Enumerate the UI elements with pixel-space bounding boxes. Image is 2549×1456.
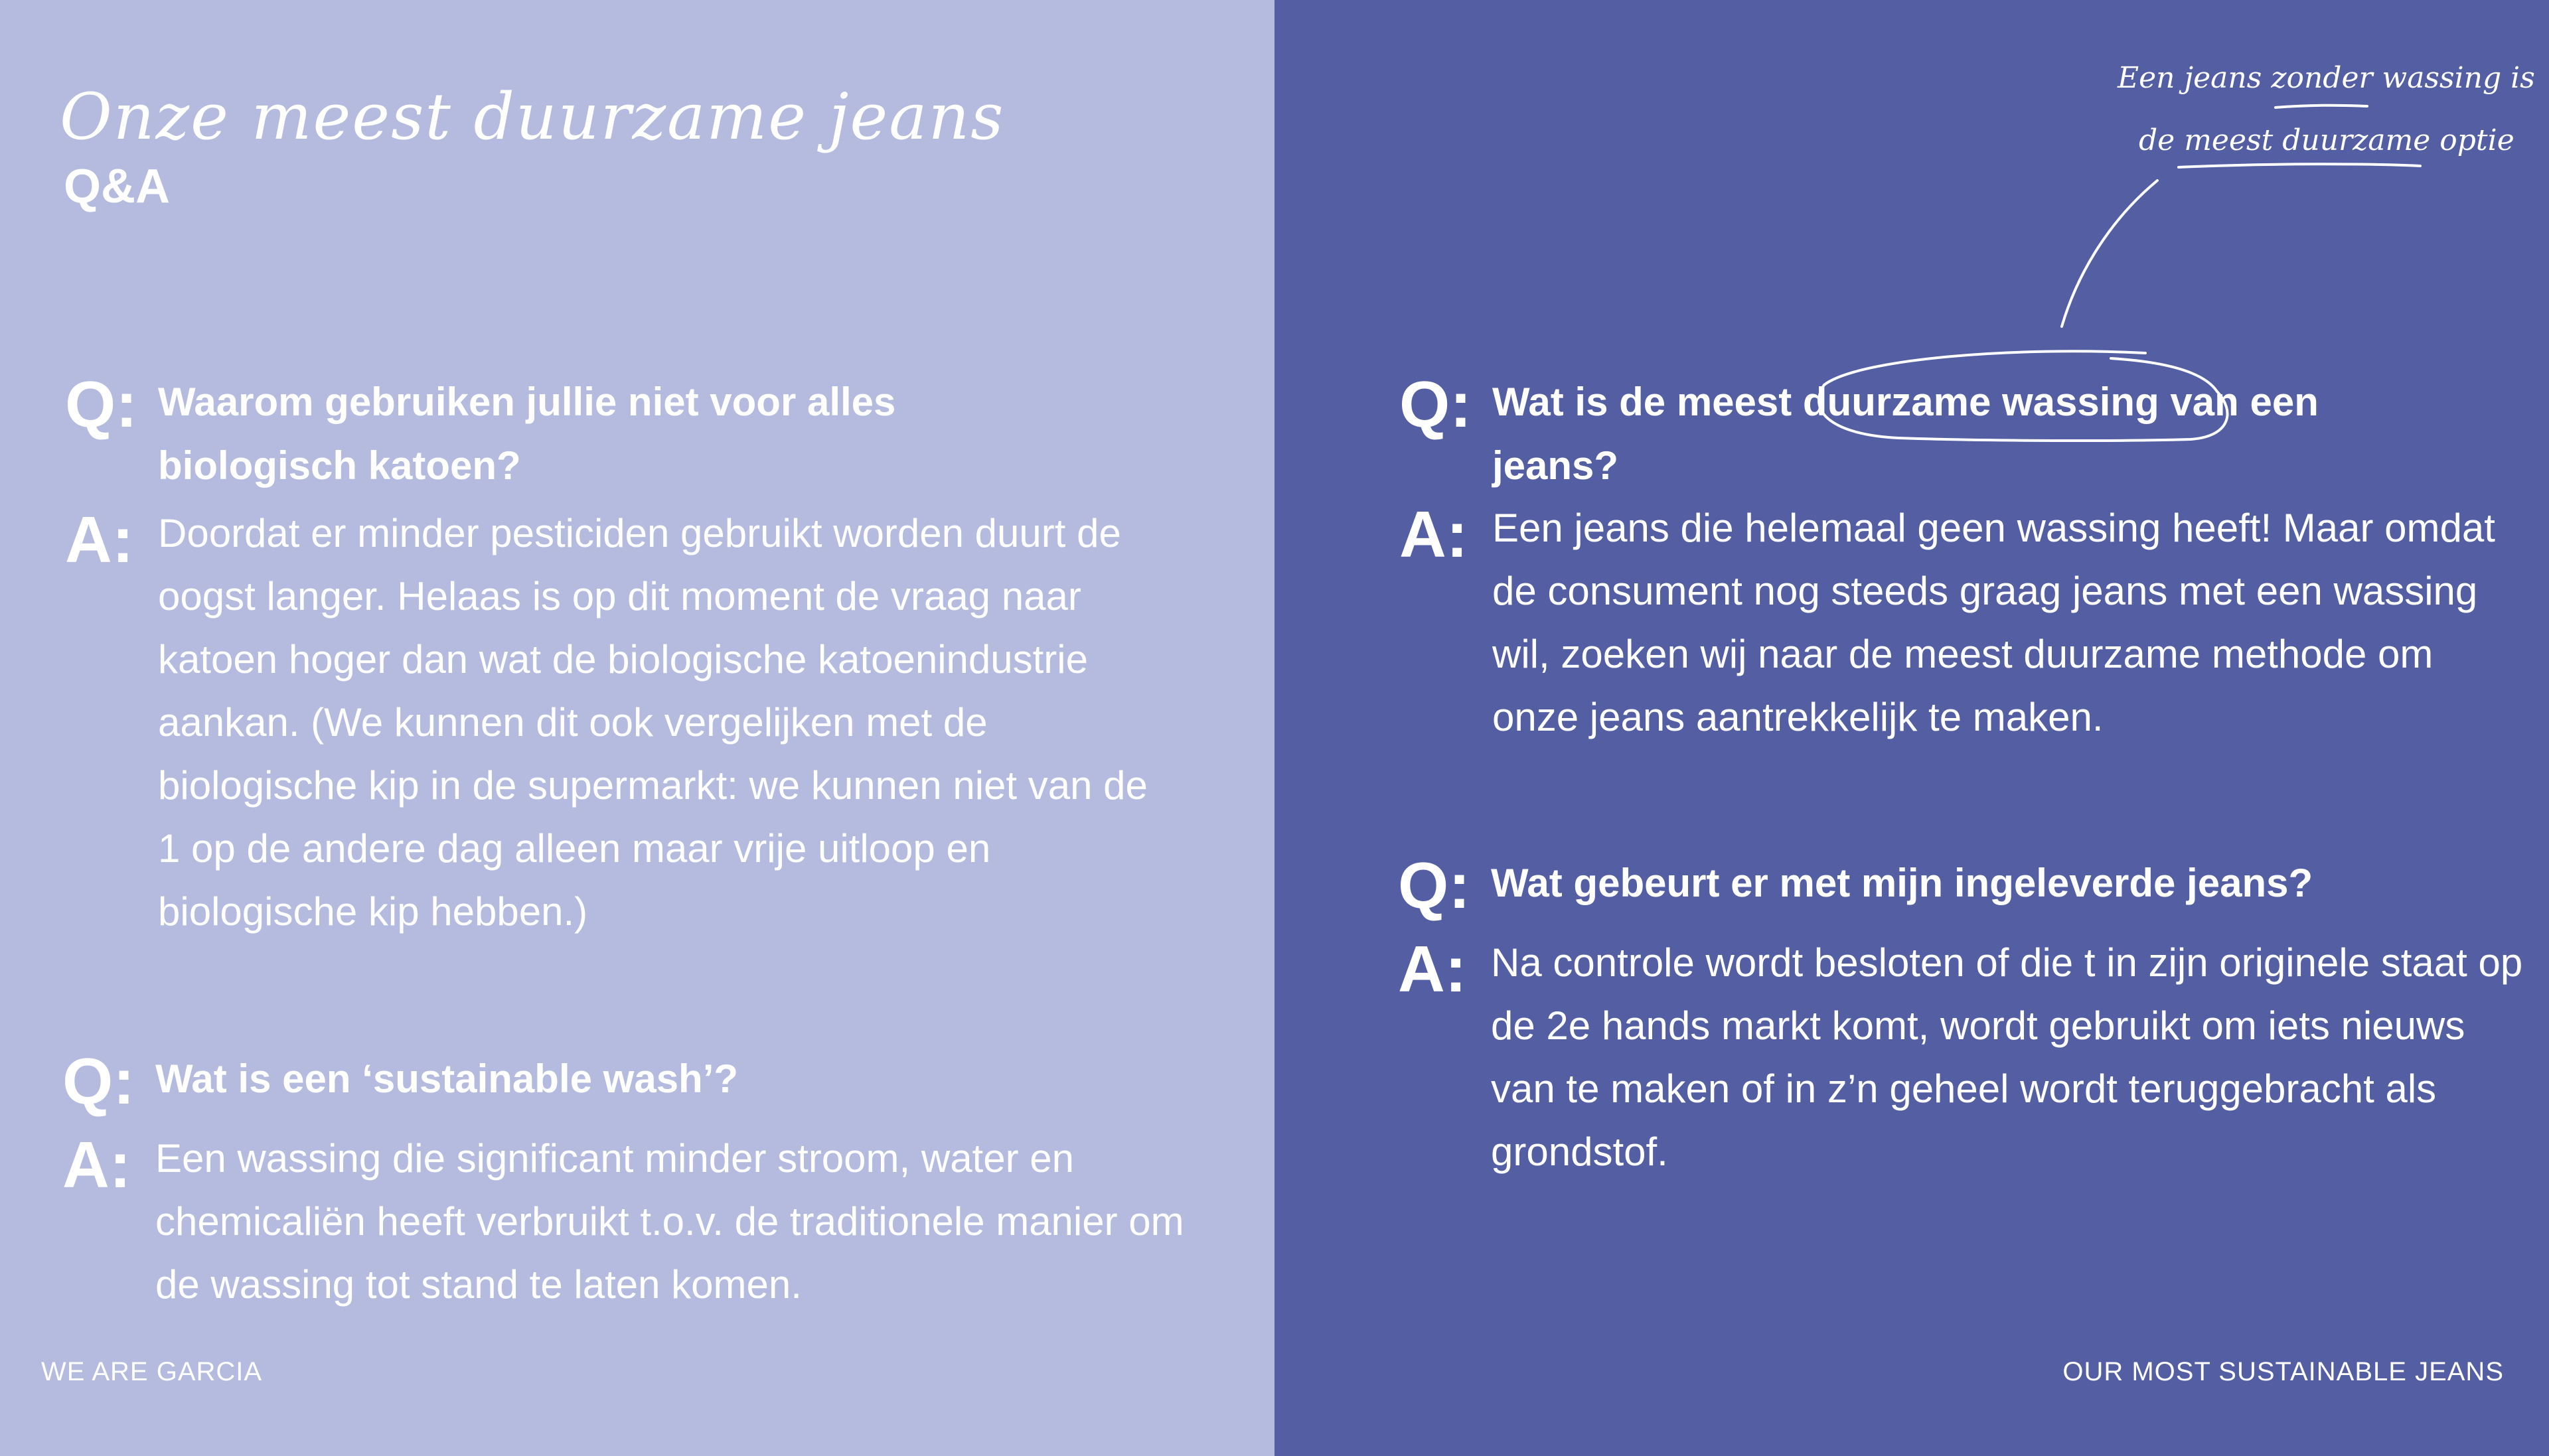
qa-block-sustainable-wash (62, 1045, 1204, 1316)
footer-brand: WE ARE GARCIA (41, 1357, 263, 1386)
answer-row (65, 503, 1194, 943)
answer-row (1399, 498, 2528, 749)
answer-text: Doordat er minder pesticiden gebruikt worden duurt de oogst langer. Helaas is op dit moment de vraag naar katoen hoger dan wat de biologische katoenindustrie aankan. (We kunnen dit ook vergelijken met de biologische kip in de supermarkt: we kunnen niet van de 1 op de andere dag alleen maar vrije uitloop en biologische kip hebben.) (158, 511, 1148, 934)
script-title: Onze meest duurzame jeans (60, 80, 1005, 154)
question-text: Wat gebeurt er met mijn ingeleverde jeans? (1491, 861, 2313, 905)
question-row (1398, 849, 2533, 922)
question-row (1399, 368, 2528, 498)
answer-marker: A: (62, 1128, 131, 1201)
page-subtitle: Q&A (64, 160, 170, 213)
question-marker: Q: (1399, 368, 1472, 441)
answer-row (1398, 932, 2533, 1183)
question-text: Wat is de meest duurzame wassing van een jeans? (1492, 380, 2319, 488)
question-marker: Q: (1398, 849, 1470, 922)
question-row (65, 368, 1194, 498)
question-text: Wat is een ‘sustainable wash’? (155, 1056, 739, 1101)
qa-block-returned-jeans (1398, 849, 2533, 1183)
handwritten-note-line-2: de meest duurzame optie (2139, 123, 2514, 157)
qa-block-organic-cotton (65, 368, 1194, 943)
answer-marker: A: (65, 503, 134, 576)
answer-marker: A: (1399, 498, 1468, 571)
question-marker: Q: (65, 368, 137, 441)
answer-text: Na controle wordt besloten of die t in zijn originele staat op de 2e hands markt komt, wordt gebruikt om iets nieuws van te maken of in z’n geheel wordt teruggebracht als grondstof. (1491, 940, 2523, 1174)
answer-text: Een jeans die helemaal geen wassing heeft! Maar omdat de consument nog steeds graag jeans met een wassing wil, zoeken wij naar de meest duurzame methode om onze jeans aantrekkelijk te maken. (1492, 506, 2495, 739)
answer-text: Een wassing die significant minder stroom, water en chemicaliën heeft verbruikt t.o.v. de traditionele manier om de wassing tot stand te laten komen. (155, 1136, 1184, 1307)
question-text: Waarom gebruiken jullie niet voor alles biologisch katoen? (158, 380, 896, 488)
handwritten-note-line-1: Een jeans zonder wassing is (2118, 61, 2535, 95)
question-row (62, 1045, 1204, 1118)
qa-block-most-sustainable-wash (1399, 368, 2528, 749)
footer-tagline: OUR MOST SUSTAINABLE JEANS (2062, 1357, 2504, 1386)
answer-marker: A: (1398, 932, 1467, 1005)
question-marker: Q: (62, 1045, 135, 1118)
answer-row (62, 1128, 1204, 1316)
